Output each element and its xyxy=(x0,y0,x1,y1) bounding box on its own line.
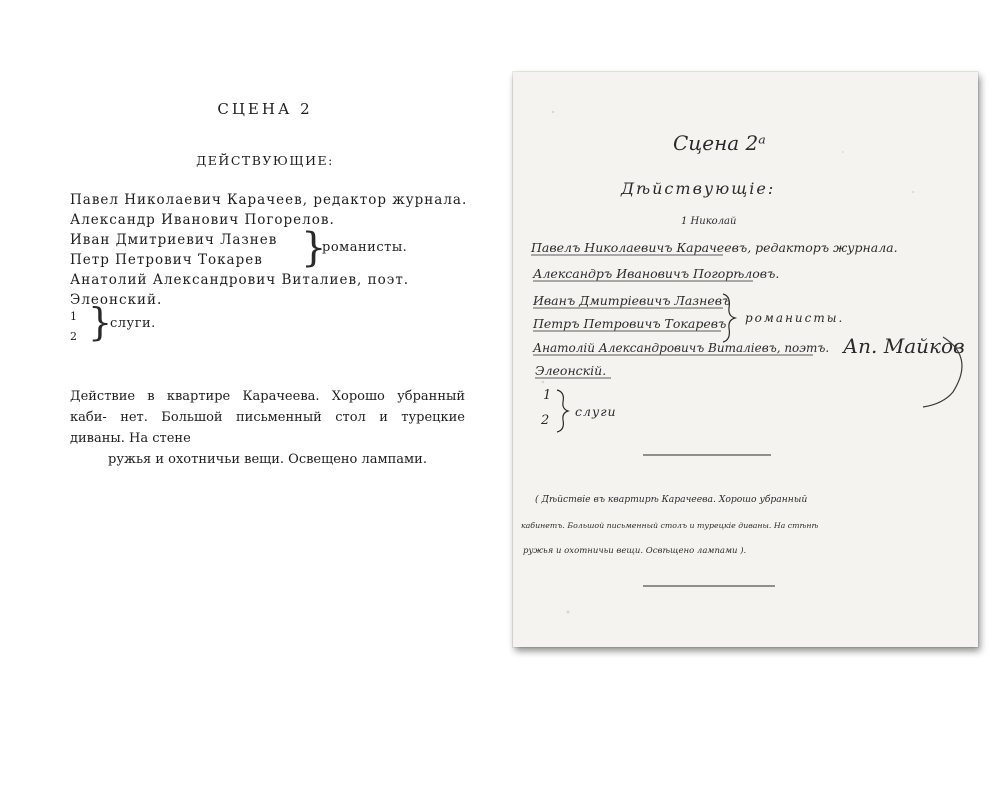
servant-number-1: 1 xyxy=(70,310,77,323)
ms-heading: Дѣйствующіе: xyxy=(621,179,776,198)
ms-line-karacheev: Павелъ Николаевичъ Карачеевъ, редакторъ журнала. xyxy=(531,240,898,255)
stage-direction-line-3: ружья и охотничьи вещи. Освещено лампами. xyxy=(108,452,427,467)
ms-line-vitaliev: Анатолій Александровичъ Виталіевъ, поэтъ. xyxy=(533,341,830,355)
manuscript-canvas xyxy=(513,72,978,647)
novelists-brace: } xyxy=(301,225,327,271)
servants-label: слуги. xyxy=(110,316,156,331)
ms-signature: Ап. Майков xyxy=(843,334,965,358)
cast-line-karacheev: Павел Николаевич Карачеев, редактор журнала. xyxy=(70,192,468,208)
ms-novelists-label: романисты. xyxy=(745,311,845,325)
cast-heading: ДЕЙСТВУЮЩИЕ: xyxy=(196,153,334,168)
ms-servants-brace xyxy=(557,390,568,432)
servants-brace: } xyxy=(88,300,113,344)
ms-insertion: 1 Николай xyxy=(681,216,737,227)
stage-direction-line-1: Действие в квартире Карачеева. Хорошо убранный каби- xyxy=(70,389,465,425)
cast-line-tokarev: Петр Петрович Токарев xyxy=(70,252,263,268)
stage-direction-line-2: нет. Большой письменный стол и турецкие диваны. На стене xyxy=(70,410,465,446)
ms-line-laznev: Иванъ Дмитріевичъ Лазневъ xyxy=(533,293,731,308)
ms-setting-line-3: ружья и охотничьи вещи. Освѣщено лампами ). xyxy=(523,546,747,556)
ms-line-tokarev: Петръ Петровичъ Токаревъ xyxy=(533,316,727,331)
ms-line-eleonsky: Элеонскій. xyxy=(535,363,607,378)
cast-line-vitaliev: Анатолий Александрович Виталиев, поэт. xyxy=(70,272,410,288)
ms-setting-line-1: ( Дѣйствіе въ квартирѣ Карачеева. Хорошо убранный xyxy=(535,494,808,505)
ms-servant-number-2: 2 xyxy=(541,413,550,428)
ms-servants-label: слуги xyxy=(575,404,617,419)
scene-title: СЦЕНА 2 xyxy=(217,100,313,118)
ms-line-pogorelov: Александръ Ивановичъ Погорѣловъ. xyxy=(533,266,780,281)
manuscript-photo xyxy=(513,72,978,647)
cast-line-laznev: Иван Дмитриевич Лазнев xyxy=(70,232,278,248)
stage-direction xyxy=(70,386,465,470)
ms-servant-number-1: 1 xyxy=(543,388,552,403)
servant-number-2: 2 xyxy=(70,330,77,343)
cast-line-eleonsky: Элеонский. xyxy=(70,292,163,308)
ms-setting-line-2: кабинетъ. Большой письменный столъ и турецкіе диваны. На стѣнѣ xyxy=(521,521,819,530)
ms-title: Сцена 2ᵃ xyxy=(673,131,766,155)
novelists-label: романисты. xyxy=(322,240,408,255)
cast-line-pogorelov: Александр Иванович Погорелов. xyxy=(70,212,335,228)
